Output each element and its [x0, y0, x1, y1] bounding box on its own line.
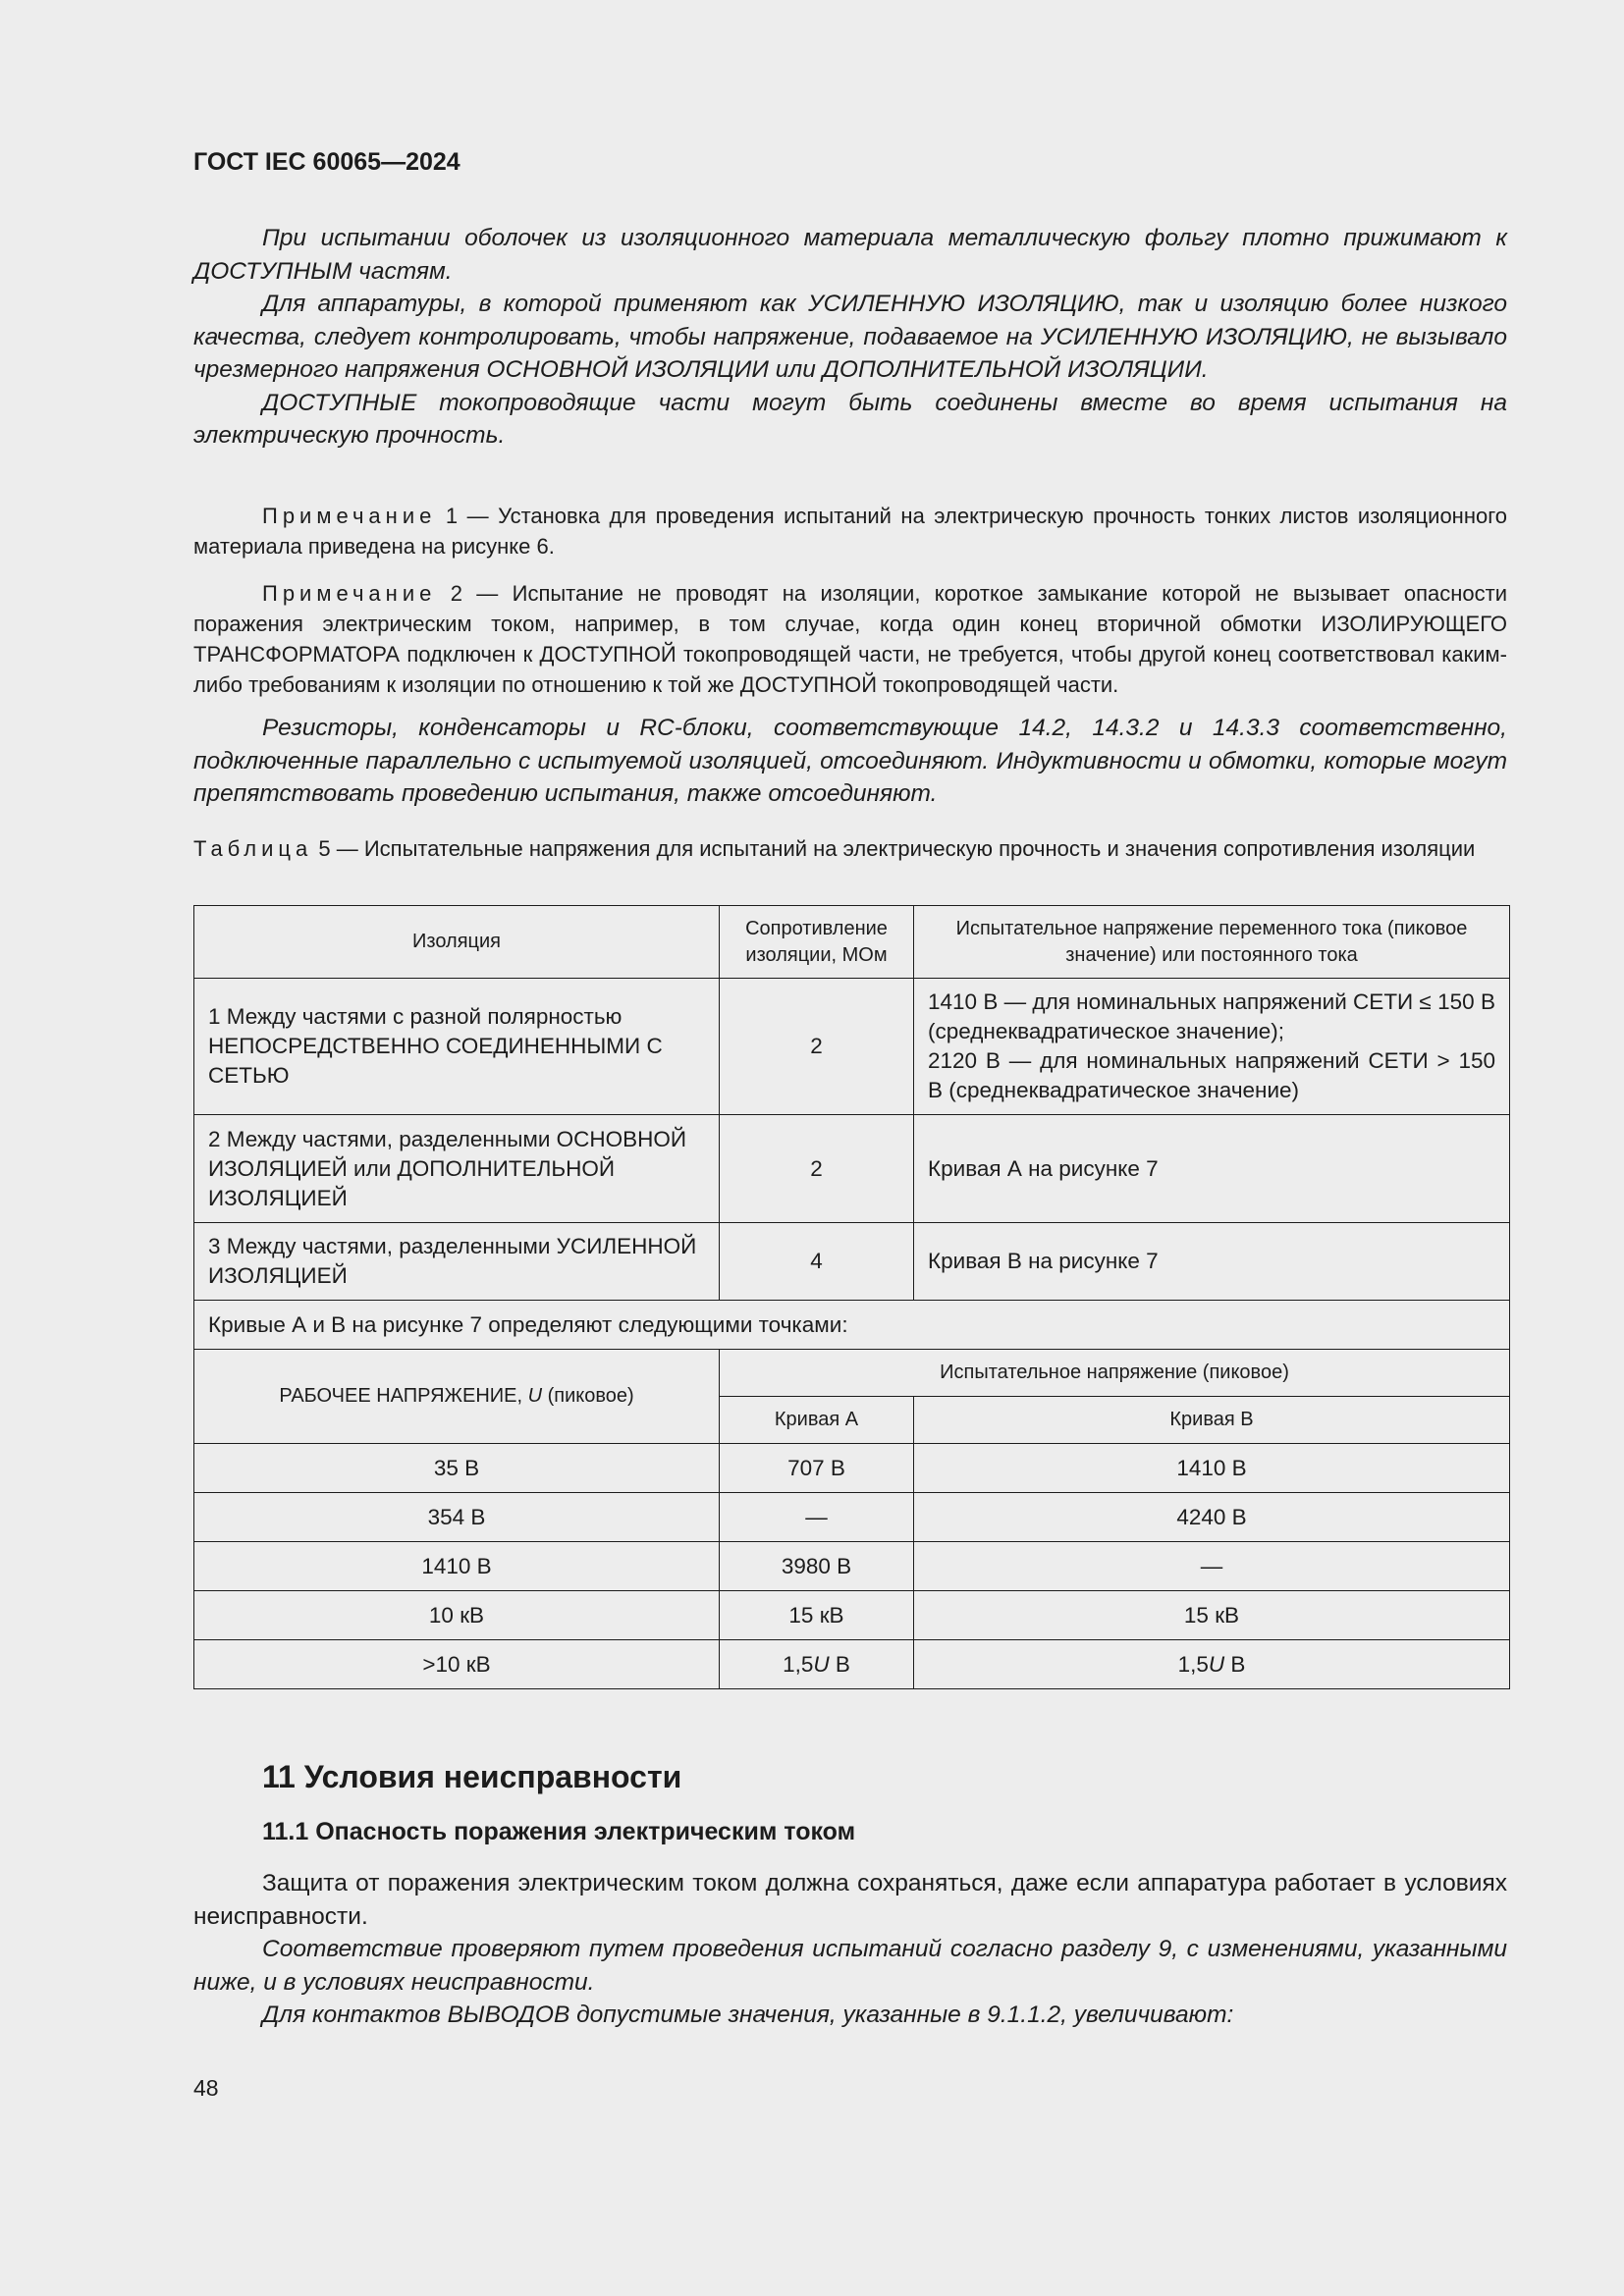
resistance-cell: 2 [720, 979, 914, 1115]
curve-a-cell: — [720, 1493, 914, 1542]
paragraph: Защита от поражения электрическим током должна сохраняться, даже если аппаратура работает в условиях неисправности. [193, 1870, 1507, 1930]
table-caption-text: 5 — Испытательные напряжения для испытаний на электрическую прочность и значения сопротивления изоляции [312, 836, 1476, 861]
insulation-cell: 3 Между частями, разделенными УСИЛЕННОЙ ИЗОЛЯЦИЕЙ [194, 1223, 720, 1301]
resistor-paragraph-block [193, 712, 1507, 811]
insulation-cell: 2 Между частями, разделенными ОСНОВНОЙ ИЗОЛЯЦИЕЙ или ДОПОЛНИТЕЛЬНОЙ ИЗОЛЯЦИЕЙ [194, 1115, 720, 1223]
curve-b-cell: 1410 В [914, 1444, 1510, 1493]
paragraph: ДОСТУПНЫЕ токопроводящие части могут быть соединены вместе во время испытания на электрическую прочность. [193, 389, 1507, 449]
table-header-row [194, 906, 1510, 979]
curve-a-cell [720, 1640, 914, 1689]
working-voltage-cell: 10 кВ [194, 1591, 720, 1640]
table-row [194, 979, 1510, 1115]
resistance-cell: 2 [720, 1115, 914, 1223]
voltage-cell [914, 979, 1510, 1115]
curve-point-row [194, 1591, 1510, 1640]
note-text: 1 — Установка для проведения испытаний на электрическую прочность тонких листов изоляционного материала приведена на рисунке 6. [193, 504, 1507, 559]
curves-intro-row [194, 1301, 1510, 1350]
curve-a-header: Кривая А [720, 1397, 914, 1444]
note-1 [193, 501, 1507, 561]
paragraph: При испытании оболочек из изоляционного материала металлическую фольгу плотно прижимают к ДОСТУПНЫМ частям. [193, 225, 1507, 285]
voltage-cell: Кривая А на рисунке 7 [914, 1115, 1510, 1223]
curve-a-cell: 707 В [720, 1444, 914, 1493]
column-header: Сопротивление изоляции, МОм [720, 906, 914, 979]
working-voltage-label: РАБОЧЕЕ НАПРЯЖЕНИЕ, [279, 1385, 528, 1407]
test-voltage-header: Испытательное напряжение (пиковое) [720, 1350, 1510, 1397]
curves-intro-cell: Кривые А и В на рисунке 7 определяют следующими точками: [194, 1301, 1510, 1350]
note-label: Примечание [262, 581, 437, 606]
curve-b-cell: 4240 В [914, 1493, 1510, 1542]
working-voltage-cell: 35 В [194, 1444, 720, 1493]
working-voltage-cell: 1410 В [194, 1542, 720, 1591]
table-caption [193, 833, 1507, 864]
curve-b-header: Кривая В [914, 1397, 1510, 1444]
working-voltage-cell: 354 В [194, 1493, 720, 1542]
table-caption-label: Таблица [193, 836, 313, 861]
table-row [194, 1115, 1510, 1223]
voltage-cell: Кривая В на рисунке 7 [914, 1223, 1510, 1301]
working-voltage-header [194, 1350, 720, 1444]
curve-a-cell: 15 кВ [720, 1591, 914, 1640]
value-unit: В [1224, 1651, 1246, 1677]
table-row [194, 1223, 1510, 1301]
symbol-u: U [1208, 1651, 1225, 1677]
paragraph: Для аппаратуры, в которой применяют как УСИЛЕННУЮ ИЗОЛЯЦИЮ, так и изоляцию более низкого качества, следует контролировать, чтобы напряжение, подаваемое на УСИЛЕННУЮ ИЗОЛЯЦИЮ, не вызывало чрезмерного напряжения ОСНОВНОЙ ИЗОЛЯЦИИ или ДОПОЛНИТЕЛЬНОЙ ИЗОЛЯЦИИ. [193, 291, 1507, 383]
voltage-line: 2120 В — для номинальных напряжений СЕТИ > 150 В (среднеквадратическое значение) [928, 1048, 1495, 1102]
value-prefix: 1,5 [1177, 1651, 1209, 1677]
test-voltage-table [193, 905, 1510, 1689]
intro-paragraphs [193, 222, 1507, 453]
curve-a-cell: 3980 В [720, 1542, 914, 1591]
voltage-line: 1410 В — для номинальных напряжений СЕТИ ≤ 150 В (среднеквадратическое значение); [928, 989, 1495, 1043]
paragraph: Для контактов ВЫВОДОВ допустимые значения, указанные в 9.1.1.2, увеличивают: [262, 2002, 1234, 2028]
column-header: Изоляция [194, 906, 720, 979]
note-label: Примечание [262, 504, 437, 528]
symbol-u: U [813, 1651, 830, 1677]
curve-b-cell: — [914, 1542, 1510, 1591]
paragraph: Резисторы, конденсаторы и RC-блоки, соответствующие 14.2, 14.3.2 и 14.3.3 соответственно, подключенные параллельно с испытуемой изоляцией, отсоединяют. Индуктивности и обмотки, которые могут препятствовать проведению испытания, также отсоединяют. [193, 715, 1507, 807]
note-text: 2 — Испытание не проводят на изоляции, короткое замыкание которой не вызывает опасности поражения электрическим током, например, в том случае, когда один конец вторичной обмотки ИЗОЛИРУЮЩЕГО ТРАНСФОРМАТОРА подключен к ДОСТУПНОЙ токопроводящей части, не требуется, чтобы другой конец соответствовал каким-либо требованиям к изоляции по отношению к той же ДОСТУПНОЙ токопроводящей части. [193, 581, 1507, 697]
curve-point-row [194, 1444, 1510, 1493]
document-header: ГОСТ IEC 60065—2024 [193, 148, 460, 176]
curve-b-cell: 15 кВ [914, 1591, 1510, 1640]
page-number: 48 [193, 2075, 219, 2101]
insulation-cell: 1 Между частями с разной полярностью НЕПОСРЕДСТВЕННО СОЕДИНЕННЫМИ С СЕТЬЮ [194, 979, 720, 1115]
working-voltage-cell: >10 кВ [194, 1640, 720, 1689]
curve-point-row [194, 1493, 1510, 1542]
paragraph: Соответствие проверяют путем проведения испытаний согласно разделу 9, с изменениями, указанными ниже, и в условиях неисправности. [193, 1936, 1507, 1996]
section-title: 11 Условия неисправности [262, 1759, 682, 1794]
note-2 [193, 578, 1507, 700]
curve-point-row [194, 1640, 1510, 1689]
subsection-title: 11.1 Опасность поражения электрическим током [262, 1818, 856, 1845]
curve-b-cell [914, 1640, 1510, 1689]
value-unit: В [829, 1651, 850, 1677]
symbol-u: U [527, 1385, 543, 1407]
subheader-row [194, 1350, 1510, 1397]
value-prefix: 1,5 [783, 1651, 814, 1677]
column-header: Испытательное напряжение переменного тока (пиковое значение) или постоянного тока [914, 906, 1510, 979]
working-voltage-suffix: (пиковое) [542, 1385, 634, 1407]
resistance-cell: 4 [720, 1223, 914, 1301]
section-body [193, 1867, 1507, 2032]
curve-point-row [194, 1542, 1510, 1591]
